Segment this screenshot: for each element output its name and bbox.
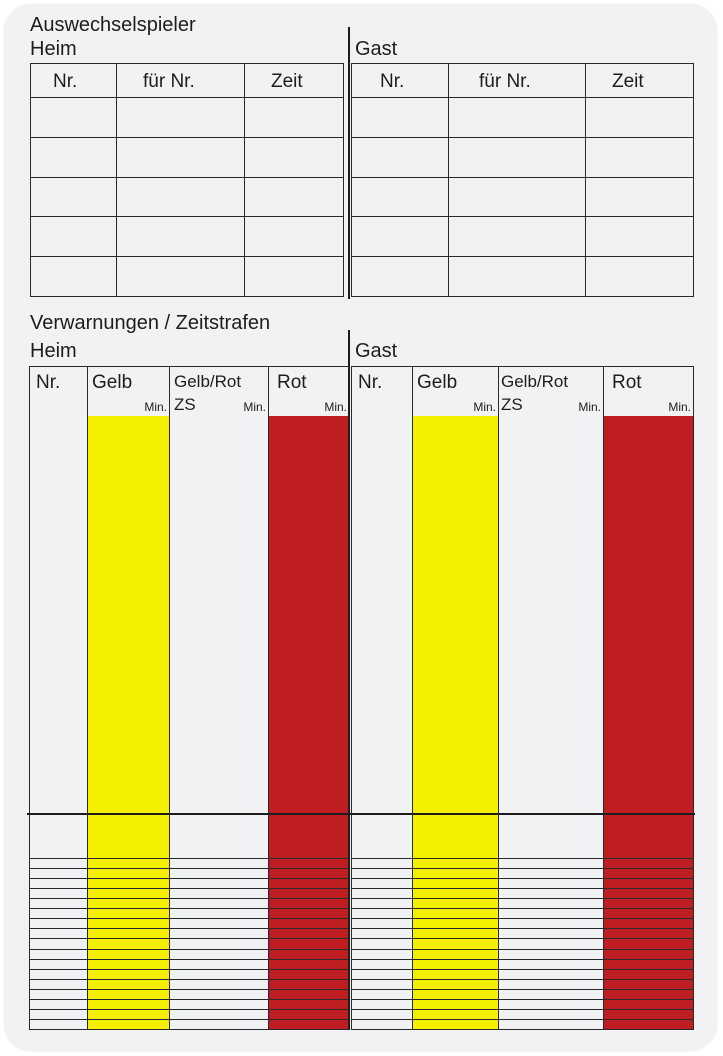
entry-cell[interactable] bbox=[88, 889, 170, 899]
table-row bbox=[30, 929, 350, 939]
substitutions-home-table bbox=[30, 63, 344, 297]
table-row bbox=[352, 939, 694, 949]
entry-cell[interactable] bbox=[269, 959, 350, 969]
table-row bbox=[30, 899, 350, 909]
entry-cell[interactable] bbox=[352, 217, 449, 257]
min-label: Min. bbox=[473, 400, 496, 414]
entry-cell[interactable] bbox=[88, 969, 170, 979]
table-row bbox=[352, 929, 694, 939]
entry-cell[interactable] bbox=[117, 257, 245, 297]
entry-cell[interactable] bbox=[88, 989, 170, 999]
entry-cell[interactable] bbox=[352, 969, 413, 979]
min-label: Min. bbox=[144, 400, 167, 414]
half-time-divider bbox=[27, 813, 695, 815]
column-header-yellow: Gelb bbox=[92, 372, 133, 393]
entry-cell[interactable] bbox=[170, 869, 269, 879]
column-header-time-penalty: ZS bbox=[174, 395, 196, 414]
entry-cell[interactable] bbox=[31, 98, 117, 138]
entry-cell[interactable] bbox=[499, 949, 604, 959]
entry-cell[interactable] bbox=[269, 949, 350, 959]
entry-cell[interactable] bbox=[604, 909, 694, 919]
substitutions-divider bbox=[348, 27, 350, 299]
entry-cell[interactable] bbox=[245, 177, 344, 217]
entry-cell[interactable] bbox=[269, 929, 350, 939]
entry-cell[interactable] bbox=[499, 859, 604, 869]
substitutions-home-label: Heim bbox=[30, 38, 77, 60]
entry-cell[interactable] bbox=[604, 879, 694, 889]
column-header-red: Rot bbox=[612, 372, 642, 393]
entry-cell[interactable] bbox=[30, 869, 88, 879]
column-header-for-nr: für Nr. bbox=[479, 71, 531, 92]
table-row bbox=[352, 989, 694, 999]
entry-cell[interactable] bbox=[499, 909, 604, 919]
entry-cell[interactable] bbox=[413, 939, 499, 949]
entry-cell[interactable] bbox=[88, 899, 170, 909]
table-row bbox=[352, 959, 694, 969]
entry-cell[interactable] bbox=[586, 217, 694, 257]
entry-cell[interactable] bbox=[31, 257, 117, 297]
entry-cell[interactable] bbox=[352, 137, 449, 177]
entry-cell[interactable] bbox=[352, 859, 413, 869]
entry-cell[interactable] bbox=[352, 919, 413, 929]
entry-cell[interactable] bbox=[170, 899, 269, 909]
entry-cell[interactable] bbox=[30, 999, 88, 1009]
entry-cell[interactable] bbox=[604, 959, 694, 969]
entry-cell[interactable] bbox=[499, 889, 604, 899]
entry-cell[interactable] bbox=[413, 859, 499, 869]
entry-cell[interactable] bbox=[30, 889, 88, 899]
table-row bbox=[30, 1019, 350, 1029]
table-row bbox=[30, 909, 350, 919]
entry-cell[interactable] bbox=[499, 929, 604, 939]
table-row bbox=[30, 939, 350, 949]
entry-cell[interactable] bbox=[170, 859, 269, 869]
entry-cell[interactable] bbox=[604, 889, 694, 899]
entry-cell[interactable] bbox=[352, 899, 413, 909]
entry-cell[interactable] bbox=[170, 1019, 269, 1029]
column-header-time: Zeit bbox=[612, 71, 644, 92]
entry-cell[interactable] bbox=[413, 949, 499, 959]
cautions-divider bbox=[348, 330, 350, 1030]
entry-cell[interactable] bbox=[30, 1019, 88, 1029]
entry-cell[interactable] bbox=[449, 137, 586, 177]
entry-cell[interactable] bbox=[352, 959, 413, 969]
column-header-yellow-red: Gelb/Rot bbox=[174, 372, 242, 391]
column-header-time-penalty: ZS bbox=[501, 395, 523, 414]
entry-cell[interactable] bbox=[499, 879, 604, 889]
column-header-nr: Nr. bbox=[53, 71, 78, 92]
entry-cell[interactable] bbox=[170, 979, 269, 989]
entry-cell[interactable] bbox=[499, 959, 604, 969]
table-row bbox=[30, 1009, 350, 1019]
entry-cell[interactable] bbox=[413, 1019, 499, 1029]
entry-cell[interactable] bbox=[170, 959, 269, 969]
entry-cell[interactable] bbox=[604, 979, 694, 989]
entry-cell[interactable] bbox=[88, 979, 170, 989]
entry-cell[interactable] bbox=[245, 137, 344, 177]
table-row bbox=[30, 879, 350, 889]
cautions-home-label: Heim bbox=[30, 340, 77, 362]
entry-cell[interactable] bbox=[604, 939, 694, 949]
entry-cell[interactable] bbox=[170, 949, 269, 959]
entry-cell[interactable] bbox=[269, 879, 350, 889]
table-row bbox=[352, 899, 694, 909]
column-header-for-nr: für Nr. bbox=[143, 71, 195, 92]
entry-cell[interactable] bbox=[586, 177, 694, 217]
entry-cell[interactable] bbox=[269, 939, 350, 949]
entry-cell[interactable] bbox=[413, 989, 499, 999]
entry-cell[interactable] bbox=[604, 929, 694, 939]
table-row bbox=[352, 869, 694, 879]
entry-cell[interactable] bbox=[170, 909, 269, 919]
entry-cell[interactable] bbox=[170, 969, 269, 979]
entry-cell[interactable] bbox=[30, 879, 88, 889]
entry-cell[interactable] bbox=[88, 909, 170, 919]
entry-cell[interactable] bbox=[352, 1009, 413, 1019]
entry-cell[interactable] bbox=[604, 1019, 694, 1029]
entry-cell[interactable] bbox=[31, 137, 117, 177]
entry-cell[interactable] bbox=[449, 177, 586, 217]
table-row bbox=[30, 869, 350, 879]
entry-cell[interactable] bbox=[352, 1019, 413, 1029]
entry-cell[interactable] bbox=[245, 217, 344, 257]
entry-cell[interactable] bbox=[352, 879, 413, 889]
entry-cell[interactable] bbox=[352, 909, 413, 919]
entry-cell[interactable] bbox=[170, 999, 269, 1009]
table-row bbox=[352, 979, 694, 989]
entry-cell[interactable] bbox=[449, 257, 586, 297]
entry-cell[interactable] bbox=[269, 969, 350, 979]
entry-cell[interactable] bbox=[499, 1019, 604, 1029]
entry-cell[interactable] bbox=[413, 1009, 499, 1019]
entry-cell[interactable] bbox=[30, 859, 88, 869]
entry-cell[interactable] bbox=[30, 959, 88, 969]
min-label: Min. bbox=[578, 400, 601, 414]
entry-cell[interactable] bbox=[31, 217, 117, 257]
entry-cell[interactable] bbox=[499, 979, 604, 989]
entry-cell[interactable] bbox=[30, 989, 88, 999]
table-row bbox=[30, 859, 350, 869]
entry-cell[interactable] bbox=[413, 919, 499, 929]
entry-cell[interactable] bbox=[245, 257, 344, 297]
entry-cell[interactable] bbox=[413, 869, 499, 879]
entry-cell[interactable] bbox=[413, 879, 499, 889]
table-row bbox=[352, 217, 694, 257]
entry-cell[interactable] bbox=[269, 1019, 350, 1029]
entry-cell[interactable] bbox=[352, 869, 413, 879]
entry-cell[interactable] bbox=[604, 999, 694, 1009]
column-header-yellow: Gelb bbox=[417, 372, 458, 393]
entry-cell[interactable] bbox=[170, 1009, 269, 1019]
table-header-row bbox=[31, 64, 344, 98]
cautions-home-table bbox=[29, 366, 350, 1030]
entry-cell[interactable] bbox=[413, 889, 499, 899]
entry-cell[interactable] bbox=[449, 98, 586, 138]
entry-cell[interactable] bbox=[30, 1009, 88, 1019]
entry-cell[interactable] bbox=[604, 859, 694, 869]
entry-cell[interactable] bbox=[269, 989, 350, 999]
table-row bbox=[352, 879, 694, 889]
table-row bbox=[352, 137, 694, 177]
substitutions-away-table bbox=[351, 63, 694, 297]
entry-cell[interactable] bbox=[604, 949, 694, 959]
entry-cell[interactable] bbox=[352, 257, 449, 297]
entry-cell[interactable] bbox=[352, 177, 449, 217]
entry-cell[interactable] bbox=[88, 859, 170, 869]
entry-cell[interactable] bbox=[30, 949, 88, 959]
table-row bbox=[31, 137, 344, 177]
entry-cell[interactable] bbox=[413, 969, 499, 979]
entry-cell[interactable] bbox=[30, 939, 88, 949]
entry-cell[interactable] bbox=[413, 909, 499, 919]
table-row bbox=[352, 999, 694, 1009]
table-row bbox=[352, 919, 694, 929]
entry-cell[interactable] bbox=[413, 999, 499, 1009]
entry-cell[interactable] bbox=[269, 899, 350, 909]
table-row bbox=[30, 959, 350, 969]
entry-cell[interactable] bbox=[352, 999, 413, 1009]
entry-cell[interactable] bbox=[88, 939, 170, 949]
entry-cell[interactable] bbox=[499, 969, 604, 979]
entry-cell[interactable] bbox=[170, 919, 269, 929]
table-row bbox=[30, 949, 350, 959]
table-row bbox=[31, 177, 344, 217]
table-row bbox=[30, 999, 350, 1009]
substitutions-away-label: Gast bbox=[355, 38, 398, 60]
entry-cell[interactable] bbox=[413, 979, 499, 989]
entry-cell[interactable] bbox=[269, 889, 350, 899]
table-row bbox=[352, 1019, 694, 1029]
entry-cell[interactable] bbox=[499, 919, 604, 929]
entry-cell[interactable] bbox=[604, 869, 694, 879]
min-label: Min. bbox=[324, 400, 347, 414]
min-label: Min. bbox=[668, 400, 691, 414]
substitutions-title: Auswechselspieler bbox=[30, 14, 196, 36]
entry-cell[interactable] bbox=[604, 919, 694, 929]
entry-cell[interactable] bbox=[88, 959, 170, 969]
entry-cell[interactable] bbox=[269, 909, 350, 919]
entry-cell[interactable] bbox=[499, 989, 604, 999]
entry-cell[interactable] bbox=[88, 999, 170, 1009]
entry-cell[interactable] bbox=[499, 999, 604, 1009]
entry-cell[interactable] bbox=[269, 869, 350, 879]
table-row bbox=[30, 889, 350, 899]
entry-cell[interactable] bbox=[604, 989, 694, 999]
table-row bbox=[352, 969, 694, 979]
table-row bbox=[352, 889, 694, 899]
entry-cell[interactable] bbox=[30, 979, 88, 989]
table-row bbox=[352, 859, 694, 869]
entry-cell[interactable] bbox=[88, 1009, 170, 1019]
entry-cell[interactable] bbox=[604, 969, 694, 979]
entry-cell[interactable] bbox=[499, 1009, 604, 1019]
entry-cell[interactable] bbox=[88, 879, 170, 889]
table-row bbox=[352, 257, 694, 297]
entry-cell[interactable] bbox=[352, 889, 413, 899]
table-row bbox=[30, 979, 350, 989]
entry-cell[interactable] bbox=[499, 899, 604, 909]
entry-cell[interactable] bbox=[30, 909, 88, 919]
entry-cell[interactable] bbox=[352, 98, 449, 138]
column-header-nr: Nr. bbox=[380, 71, 405, 92]
entry-cell[interactable] bbox=[245, 98, 344, 138]
entry-cell[interactable] bbox=[604, 1009, 694, 1019]
column-header-nr: Nr. bbox=[36, 372, 61, 393]
table-row bbox=[31, 257, 344, 297]
entry-cell[interactable] bbox=[413, 899, 499, 909]
entry-cell[interactable] bbox=[352, 949, 413, 959]
entry-cell[interactable] bbox=[30, 919, 88, 929]
entry-cell[interactable] bbox=[117, 177, 245, 217]
entry-cell[interactable] bbox=[170, 889, 269, 899]
entry-cell[interactable] bbox=[499, 939, 604, 949]
entry-cell[interactable] bbox=[88, 869, 170, 879]
table-row bbox=[30, 989, 350, 999]
entry-cell[interactable] bbox=[30, 899, 88, 909]
entry-cell[interactable] bbox=[170, 989, 269, 999]
column-header-time: Zeit bbox=[271, 71, 303, 92]
entry-cell[interactable] bbox=[413, 929, 499, 939]
entry-cell[interactable] bbox=[88, 929, 170, 939]
entry-cell[interactable] bbox=[352, 929, 413, 939]
entry-cell[interactable] bbox=[170, 879, 269, 889]
entry-cell[interactable] bbox=[117, 217, 245, 257]
table-row bbox=[31, 98, 344, 138]
entry-cell[interactable] bbox=[352, 939, 413, 949]
entry-cell[interactable] bbox=[604, 899, 694, 909]
column-header-red: Rot bbox=[277, 372, 307, 393]
entry-cell[interactable] bbox=[30, 969, 88, 979]
table-row bbox=[352, 909, 694, 919]
entry-cell[interactable] bbox=[269, 859, 350, 869]
table-row bbox=[352, 1009, 694, 1019]
entry-cell[interactable] bbox=[586, 137, 694, 177]
entry-cell[interactable] bbox=[170, 929, 269, 939]
referee-card bbox=[5, 5, 716, 1050]
column-header-nr: Nr. bbox=[358, 372, 383, 393]
table-row bbox=[30, 919, 350, 929]
entry-cell[interactable] bbox=[586, 98, 694, 138]
min-label: Min. bbox=[243, 400, 266, 414]
entry-cell[interactable] bbox=[170, 939, 269, 949]
table-header-row bbox=[30, 367, 350, 859]
table-row bbox=[352, 949, 694, 959]
entry-cell[interactable] bbox=[269, 999, 350, 1009]
entry-cell[interactable] bbox=[499, 869, 604, 879]
entry-cell[interactable] bbox=[31, 177, 117, 217]
entry-cell[interactable] bbox=[269, 979, 350, 989]
column-header-yellow-red: Gelb/Rot bbox=[501, 372, 569, 391]
entry-cell[interactable] bbox=[449, 217, 586, 257]
entry-cell[interactable] bbox=[352, 989, 413, 999]
table-header-row bbox=[352, 64, 694, 98]
cautions-away-label: Gast bbox=[355, 340, 398, 362]
entry-cell[interactable] bbox=[117, 137, 245, 177]
entry-cell[interactable] bbox=[88, 949, 170, 959]
entry-cell[interactable] bbox=[352, 979, 413, 989]
table-header-row bbox=[352, 367, 694, 859]
entry-cell[interactable] bbox=[88, 919, 170, 929]
entry-cell[interactable] bbox=[269, 919, 350, 929]
entry-cell[interactable] bbox=[586, 257, 694, 297]
table-row bbox=[352, 98, 694, 138]
entry-cell[interactable] bbox=[88, 1019, 170, 1029]
entry-cell[interactable] bbox=[269, 1009, 350, 1019]
cautions-away-table bbox=[351, 366, 694, 1030]
entry-cell[interactable] bbox=[30, 929, 88, 939]
entry-cell[interactable] bbox=[117, 98, 245, 138]
table-row bbox=[31, 217, 344, 257]
entry-cell[interactable] bbox=[413, 959, 499, 969]
table-row bbox=[30, 969, 350, 979]
cautions-title: Verwarnungen / Zeitstrafen bbox=[30, 312, 271, 334]
table-row bbox=[352, 177, 694, 217]
